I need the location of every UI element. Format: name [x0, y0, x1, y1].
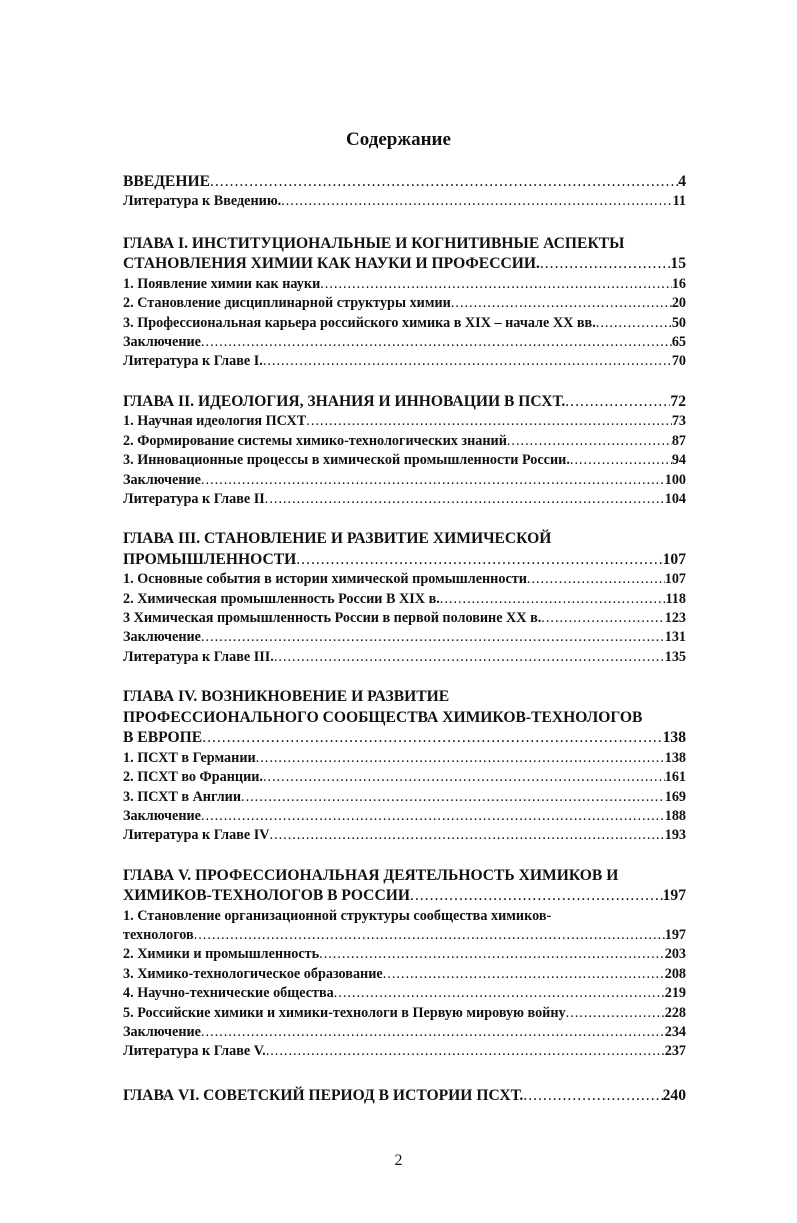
toc-page: 87 — [671, 432, 686, 449]
leader-dots — [265, 490, 665, 509]
leader-dots — [507, 432, 672, 451]
toc-label: Литература к Главе V. — [123, 1043, 266, 1060]
toc-entry-chapter-4[interactable] — [123, 728, 686, 749]
toc-page: 138 — [664, 749, 686, 766]
toc-label: ХИМИКОВ-ТЕХНОЛОГОВ В РОССИИ — [123, 887, 410, 905]
toc-label: 1. Появление химии как науки — [123, 275, 321, 292]
toc-label: В ЕВРОПЕ — [123, 729, 203, 747]
leader-dots — [566, 1004, 665, 1023]
toc-page: 50 — [671, 314, 686, 331]
toc-page: 135 — [664, 648, 686, 665]
toc-label: ВВЕДЕНИЕ — [123, 173, 210, 190]
leader-dots — [263, 352, 672, 371]
toc-entry-introduction[interactable] — [123, 172, 686, 193]
toc-entry[interactable] — [123, 648, 686, 667]
toc-label: 3 Химическая промышленность России в первой половине XX в. — [123, 610, 542, 627]
toc-entry-chapter-5[interactable] — [123, 886, 686, 907]
leader-dots — [202, 728, 662, 749]
toc-label: 3. Профессиональная карьера российского химика в XIX – начале XX вв. — [123, 314, 596, 331]
leader-dots — [527, 570, 665, 589]
chapter-4-heading-line2[interactable]: ПРОФЕССИОНАЛЬНОГО СООБЩЕСТВА ХИМИКОВ-ТЕХНОЛОГОВ — [123, 708, 643, 726]
leader-dots — [440, 590, 666, 609]
toc-label: 5. Российские химики и химики-технологи в Первую мировую войну — [123, 1004, 566, 1021]
toc-entry[interactable] — [123, 768, 686, 787]
toc-label: 2. Формирование системы химико-технологических знаний — [123, 432, 507, 449]
toc-page: 169 — [664, 788, 686, 805]
leader-dots — [306, 412, 672, 431]
toc-entry[interactable] — [123, 788, 686, 807]
toc-entry[interactable] — [123, 490, 686, 509]
leader-dots — [296, 550, 662, 571]
chapter-5-item-1-line1[interactable]: 1. Становление организационной структуры сообщества химиков- — [123, 907, 552, 924]
chapter-1-heading-line1[interactable]: ГЛАВА I. ИНСТИТУЦИОНАЛЬНЫЕ И КОГНИТИВНЫЕ АСПЕКТЫ — [123, 234, 625, 252]
leader-dots — [194, 926, 665, 945]
page-title: Содержание — [346, 129, 451, 150]
toc-entry[interactable] — [123, 294, 686, 313]
toc-page: 240 — [662, 1086, 686, 1104]
toc-label: 2. Становление дисциплинарной структуры химии — [123, 295, 451, 312]
toc-label: Литература к Главе III. — [123, 648, 274, 665]
toc-label: СТАНОВЛЕНИЯ ХИМИИ КАК НАУКИ И ПРОФЕССИИ. — [123, 255, 540, 273]
toc-page: 197 — [664, 927, 686, 944]
toc-page: 4 — [678, 173, 686, 190]
toc-entry[interactable] — [123, 451, 686, 470]
toc-page: 131 — [664, 629, 686, 646]
leader-dots — [410, 886, 663, 907]
leader-dots — [320, 275, 672, 294]
leader-dots — [201, 628, 665, 647]
toc-page: 70 — [671, 353, 686, 370]
toc-page: 161 — [664, 769, 686, 786]
toc-label: Заключение — [123, 1024, 201, 1041]
toc-entry[interactable] — [123, 826, 686, 845]
toc-page: 234 — [664, 1024, 686, 1041]
toc-label: ПРОМЫШЛЕННОСТИ — [123, 550, 297, 568]
page-number: 2 — [394, 1152, 403, 1169]
toc-entry[interactable] — [123, 628, 686, 647]
table-of-contents — [123, 172, 686, 1106]
toc-page: 20 — [671, 295, 686, 312]
toc-page: 118 — [665, 590, 686, 607]
leader-dots — [263, 768, 665, 787]
toc-entry[interactable] — [123, 1023, 686, 1042]
leader-dots — [210, 172, 678, 193]
toc-page: 228 — [664, 1004, 686, 1021]
toc-page: 94 — [671, 452, 686, 469]
toc-page: 73 — [671, 413, 686, 430]
toc-label: 3. ПСХТ в Англии — [123, 788, 242, 805]
toc-label: 2. Химическая промышленность России В XIX в. — [123, 590, 440, 607]
toc-label: Литература к Главе IV — [123, 827, 270, 844]
toc-page: 138 — [662, 729, 686, 747]
toc-label: 4. Научно-технические общества — [123, 985, 334, 1002]
toc-entry[interactable] — [123, 945, 686, 964]
toc-page: 15 — [670, 255, 686, 273]
toc-page: 237 — [664, 1043, 686, 1060]
toc-label: ГЛАВА VI. СОВЕТСКИЙ ПЕРИОД В ИСТОРИИ ПСХТ. — [123, 1086, 524, 1104]
toc-label: 2. Химики и промышленность — [123, 946, 320, 963]
toc-entry[interactable] — [123, 352, 686, 371]
toc-label: Литература к Главе I. — [123, 353, 263, 370]
leader-dots — [256, 749, 665, 768]
toc-page: 193 — [664, 827, 686, 844]
chapter-5-heading-line1[interactable]: ГЛАВА V. ПРОФЕССИОНАЛЬНАЯ ДЕЯТЕЛЬНОСТЬ ХИМИКОВ И — [123, 866, 619, 884]
toc-entry[interactable] — [123, 749, 686, 768]
toc-label: 1. Основные события в истории химической промышленности — [123, 571, 527, 588]
toc-entry[interactable] — [123, 432, 686, 451]
toc-entry[interactable] — [123, 590, 686, 609]
toc-entry-chapter-2[interactable] — [123, 392, 686, 413]
toc-page: 65 — [671, 334, 686, 351]
toc-entry[interactable] — [123, 926, 686, 945]
toc-page: 107 — [662, 550, 686, 568]
toc-label: 1. Научная идеология ПСХТ — [123, 413, 307, 430]
leader-dots — [270, 826, 665, 845]
leader-dots — [241, 788, 665, 807]
leader-dots — [383, 965, 665, 984]
toc-label: 1. ПСХТ в Германии — [123, 749, 256, 766]
leader-dots — [201, 471, 665, 490]
leader-dots — [319, 945, 665, 964]
toc-page: 100 — [664, 471, 686, 488]
leader-dots — [565, 392, 670, 413]
chapter-4-heading-line1[interactable]: ГЛАВА IV. ВОЗНИКНОВЕНИЕ И РАЗВИТИЕ — [123, 688, 450, 706]
toc-entry[interactable] — [123, 609, 686, 628]
toc-page: 208 — [664, 965, 686, 982]
toc-entry-chapter-6[interactable] — [123, 1086, 686, 1107]
toc-entry[interactable] — [123, 1004, 686, 1023]
leader-dots — [201, 333, 672, 352]
toc-label: Заключение — [123, 629, 201, 646]
leader-dots — [266, 1042, 665, 1061]
toc-page: 16 — [671, 275, 686, 292]
toc-label: Заключение — [123, 807, 201, 824]
leader-dots — [523, 1086, 662, 1107]
toc-label: ГЛАВА II. ИДЕОЛОГИЯ, ЗНАНИЯ И ИННОВАЦИИ В ПСХТ. — [123, 392, 566, 410]
leader-dots — [201, 807, 665, 826]
leader-dots — [201, 1023, 665, 1042]
toc-page: 219 — [664, 985, 686, 1002]
toc-entry[interactable] — [123, 412, 686, 431]
chapter-3-heading-line1[interactable]: ГЛАВА III. СТАНОВЛЕНИЕ И РАЗВИТИЕ ХИМИЧЕСКОЙ — [123, 530, 552, 548]
toc-entry[interactable] — [123, 807, 686, 826]
leader-dots — [281, 193, 672, 212]
toc-page: 188 — [664, 807, 686, 824]
toc-label: 3. Химико-технологическое образование — [123, 965, 383, 982]
toc-page: 107 — [664, 571, 686, 588]
toc-label: 3. Инновационные процессы в химической промышленности России. — [123, 452, 570, 469]
toc-entry-chapter-1[interactable] — [123, 254, 686, 275]
toc-entry[interactable] — [123, 1042, 686, 1061]
leader-dots — [334, 984, 665, 1003]
leader-dots — [274, 648, 665, 667]
leader-dots — [541, 609, 664, 628]
toc-entry[interactable] — [123, 570, 686, 589]
toc-entry[interactable] — [123, 471, 686, 490]
toc-page: 203 — [664, 946, 686, 963]
toc-label: Литература к Введению. — [123, 193, 282, 210]
toc-label: Литература к Главе II — [123, 490, 265, 507]
toc-label: Заключение — [123, 471, 201, 488]
toc-entry[interactable] — [123, 333, 686, 352]
toc-entry[interactable] — [123, 275, 686, 294]
toc-entry[interactable] — [123, 984, 686, 1003]
leader-dots — [451, 294, 672, 313]
toc-entry-chapter-3[interactable] — [123, 550, 686, 571]
toc-page: 104 — [664, 490, 686, 507]
toc-label: Заключение — [123, 334, 201, 351]
toc-page: 197 — [662, 887, 686, 905]
toc-label: 2. ПСХТ во Франции. — [123, 769, 263, 786]
leader-dots — [570, 451, 672, 470]
toc-entry[interactable] — [123, 314, 686, 333]
toc-page: 11 — [672, 193, 686, 210]
toc-entry[interactable] — [123, 965, 686, 984]
toc-entry-intro-literature[interactable] — [123, 193, 686, 212]
toc-page: 123 — [664, 610, 686, 627]
toc-page: 72 — [670, 392, 686, 410]
toc-label: технологов — [123, 927, 194, 944]
leader-dots — [540, 254, 671, 275]
leader-dots — [596, 314, 672, 333]
